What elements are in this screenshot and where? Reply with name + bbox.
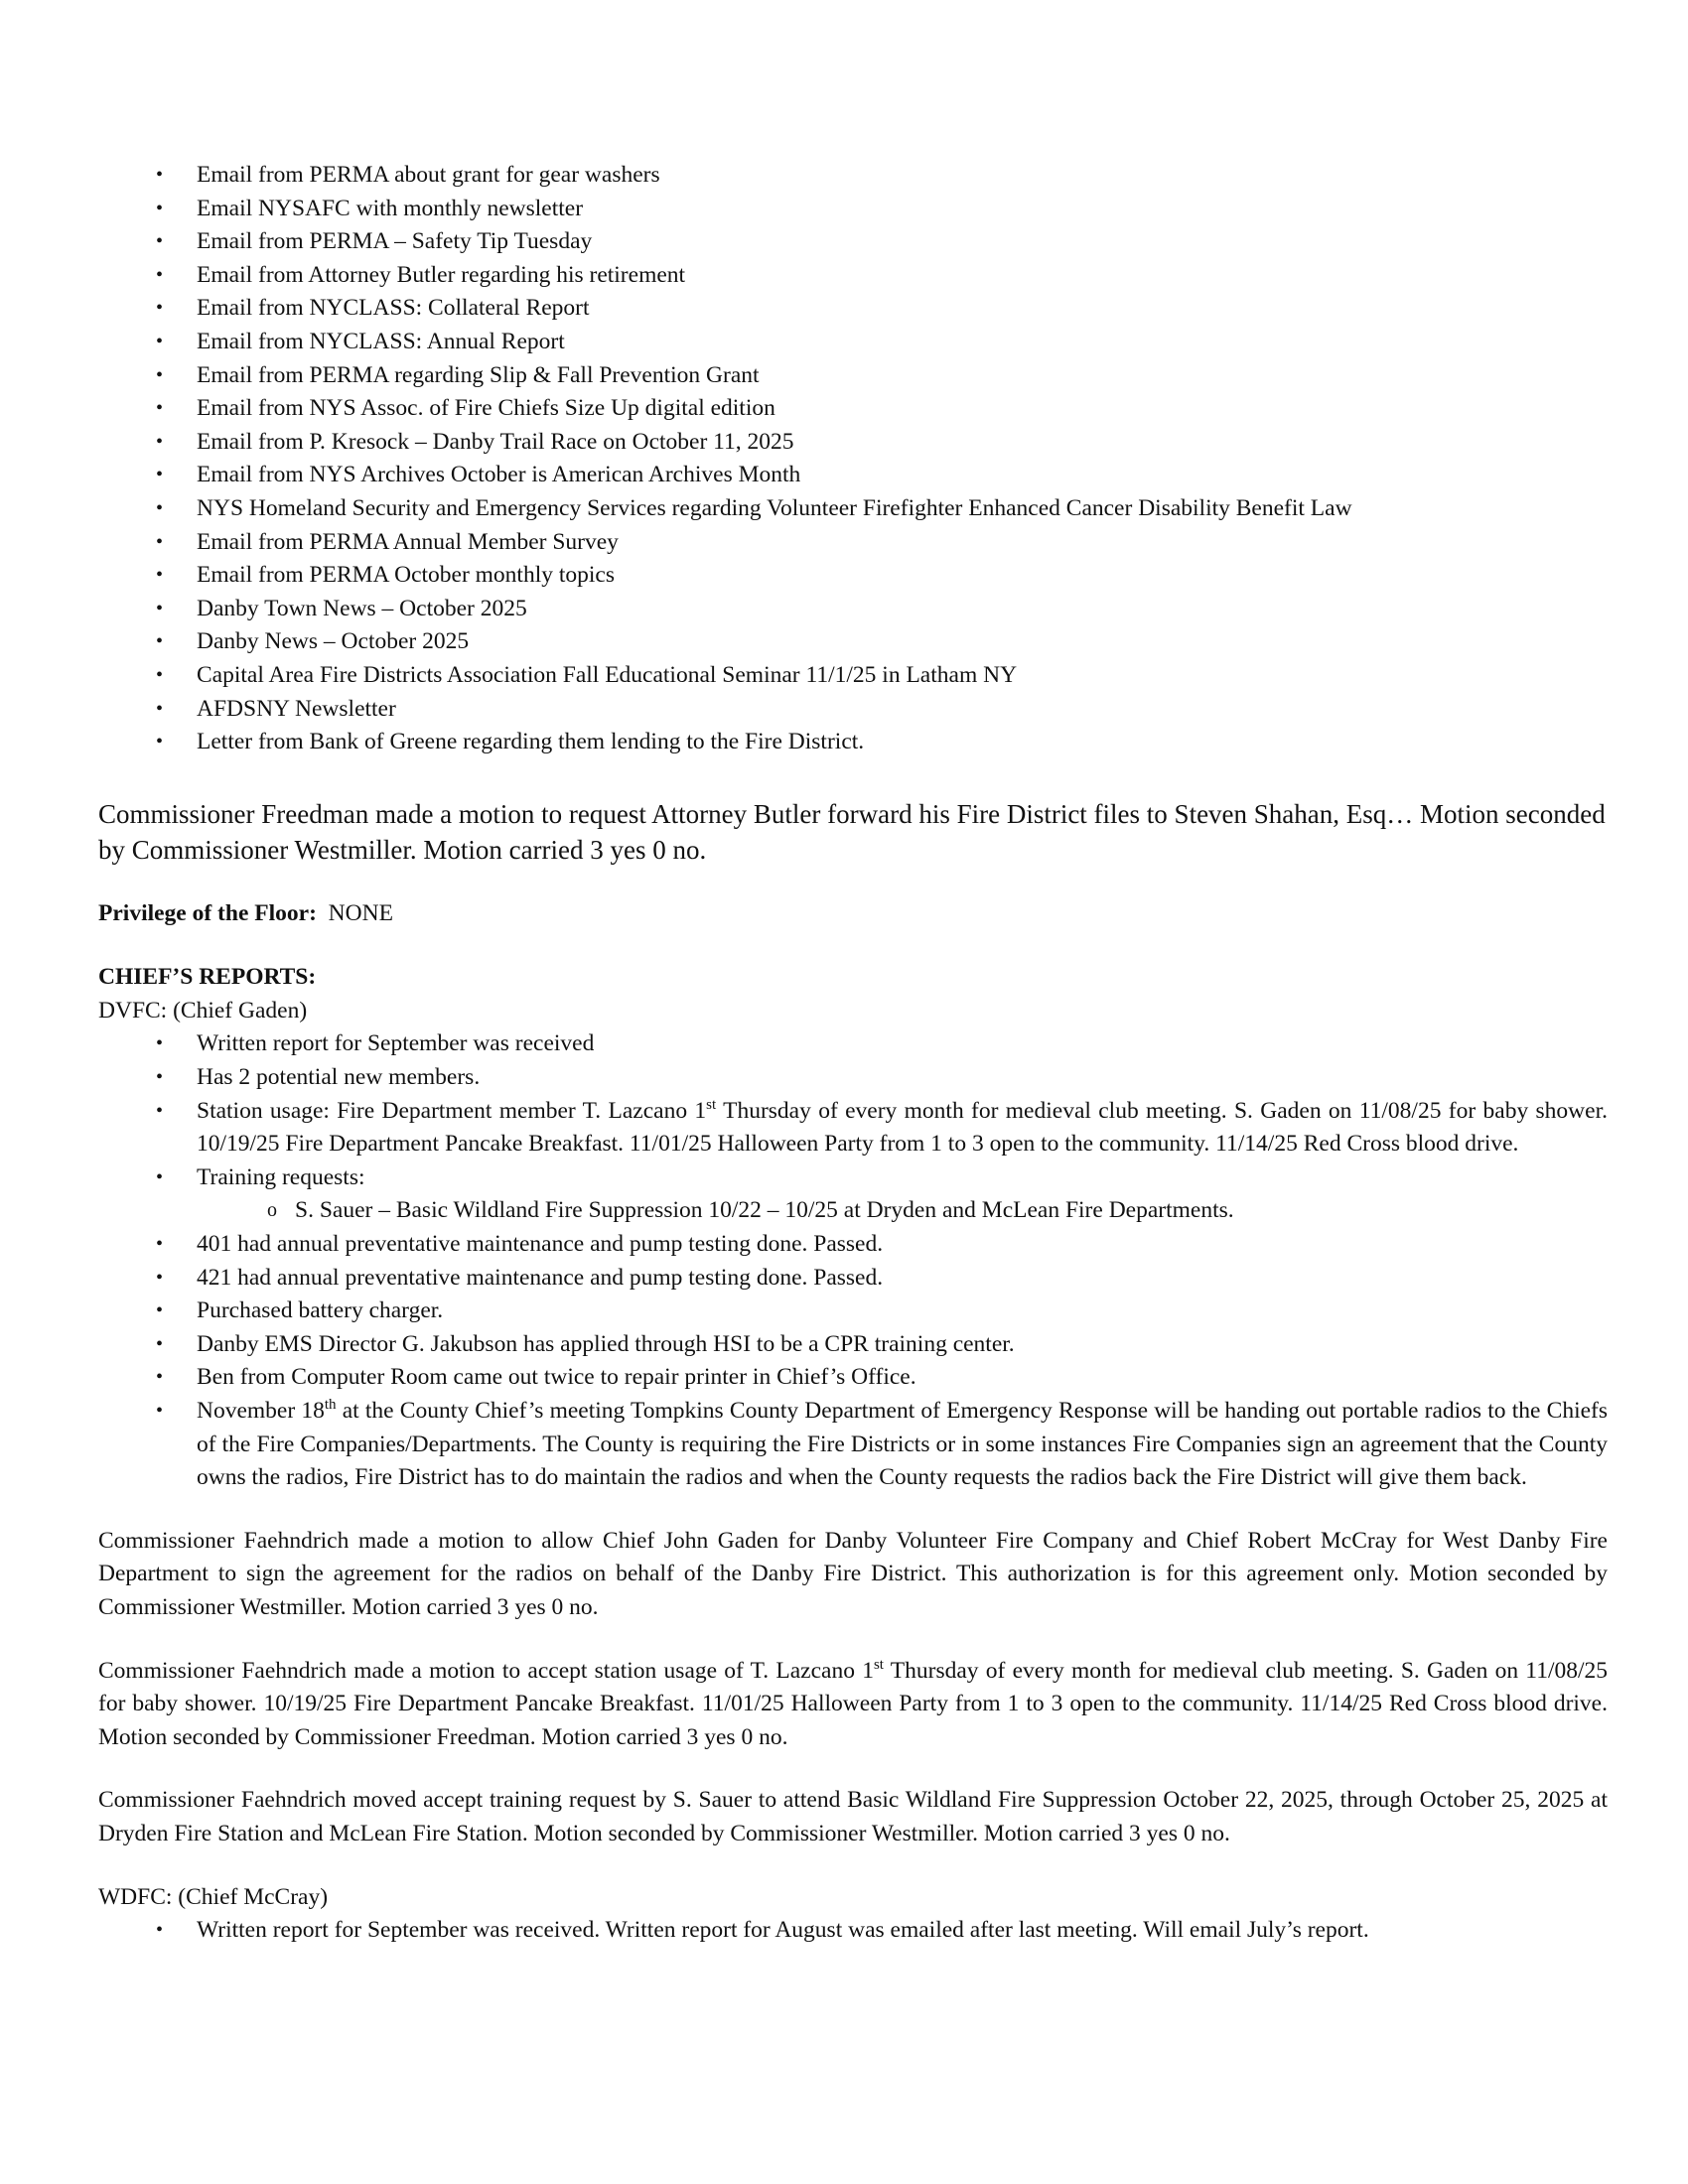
bullet-icon — [156, 1161, 163, 1195]
list-item: • Email from PERMA about grant for gear washers — [98, 159, 1608, 193]
list-item: • Email from PERMA – Safety Tip Tuesday — [98, 225, 1608, 259]
list-item: • Danby Town News – October 2025 — [98, 593, 1608, 626]
motion-radios: Commissioner Faehndrich made a motion to allow Chief John Gaden for Danby Volunteer Fire Company and Chief Robert McCray for West Danby Fire Department to sign the agreement for the radios on behalf of the Danby Fire District. This authorization is for this agreement only. Motion seconded by Commissioner Westmiller. Motion carried 3 yes 0 no. — [98, 1527, 1608, 1620]
bullet-icon — [156, 1228, 163, 1262]
bullet-icon — [156, 159, 163, 193]
list-item: • Email NYSAFC with monthly newsletter — [98, 193, 1608, 226]
bullet-icon — [156, 526, 163, 560]
correspondence-list — [98, 159, 1608, 759]
page-content — [98, 159, 1608, 1948]
list-item: • 421 had annual preventative maintenance and pump testing done. Passed. — [98, 1262, 1608, 1296]
motion-station-usage: Commissioner Faehndrich made a motion to accept station usage of T. Lazcano 1st Thursday of every month for medieval club meeting. S. Gaden on 11/08/25 for baby shower. 10/19/25 Fire Department Pancake Breakfast. 11/01/25 Halloween Party from 1 to 3 open to the community. 11/14/25 Red Cross blood drive. Motion seconded by Commissioner Freedman. Motion carried 3 yes 0 no. — [98, 1656, 1608, 1750]
bullet-icon — [156, 1262, 163, 1296]
bullet-icon — [156, 326, 163, 359]
bullet-icon — [156, 1061, 163, 1095]
motion-attorney-files: Commissioner Freedman made a motion to request Attorney Butler forward his Fire District files to Steven Shahan, Esq… Motion seconded by Commissioner Westmiller. Motion carried 3 yes 0 no. — [98, 798, 1606, 865]
list-item: • Purchased battery charger. — [98, 1295, 1608, 1328]
bullet-icon — [156, 392, 163, 426]
bullet-icon — [156, 459, 163, 492]
bullet-icon — [156, 1328, 163, 1362]
list-item: • Capital Area Fire Districts Association Fall Educational Seminar 11/1/25 in Latham NY — [98, 659, 1608, 693]
bullet-icon — [156, 359, 163, 393]
list-item: o S. Sauer – Basic Wildland Fire Suppression 10/22 – 10/25 at Dryden and McLean Fire Departments. — [98, 1194, 1608, 1228]
list-item: • Letter from Bank of Greene regarding them lending to the Fire District. — [98, 726, 1608, 759]
list-item: • Written report for September was received — [98, 1027, 1608, 1061]
bullet-icon — [156, 693, 163, 727]
dvfc-heading: DVFC: (Chief Gaden) — [98, 997, 308, 1024]
bullet-icon — [156, 225, 163, 259]
bullet-icon — [156, 1361, 163, 1395]
motion-training: Commissioner Faehndrich moved accept training request by S. Sauer to attend Basic Wildland Fire Suppression October 22, 2025, through October 25, 2025 at Dryden Fire Station and McLean Fire Station. Motion seconded by Commissioner Westmiller. Motion carried 3 yes 0 no. — [98, 1787, 1608, 1846]
list-item: • Email from PERMA regarding Slip & Fall Prevention Grant — [98, 359, 1608, 393]
sub-bullet-icon — [267, 1194, 277, 1228]
bullet-icon — [156, 1027, 163, 1061]
privilege-of-floor — [98, 897, 1608, 931]
bullet-icon — [156, 426, 163, 460]
bullet-icon — [156, 659, 163, 693]
bullet-icon — [156, 726, 163, 759]
bullet-icon — [156, 1395, 163, 1429]
training-sublist — [197, 1194, 1608, 1228]
chiefs-reports-heading: CHIEF’S REPORTS: — [98, 964, 317, 991]
bullet-icon — [156, 492, 163, 526]
bullet-icon — [156, 1914, 163, 1948]
bullet-icon — [156, 1295, 163, 1328]
list-item: • NYS Homeland Security and Emergency Services regarding Volunteer Firefighter Enhanced Cancer Disability Benefit Law — [98, 492, 1608, 526]
list-item: • Ben from Computer Room came out twice to repair printer in Chief’s Office. — [98, 1361, 1608, 1395]
wdfc-heading: WDFC: (Chief McCray) — [98, 1883, 329, 1910]
list-item: • 401 had annual preventative maintenance and pump testing done. Passed. — [98, 1228, 1608, 1262]
wdfc-report-list — [98, 1914, 1608, 1948]
list-item: • Email from P. Kresock – Danby Trail Race on October 11, 2025 — [98, 426, 1608, 460]
list-item: • Danby News – October 2025 — [98, 625, 1608, 659]
bullet-icon — [156, 593, 163, 626]
list-item: • AFDSNY Newsletter — [98, 693, 1608, 727]
list-item: • Email from NYCLASS: Collateral Report — [98, 292, 1608, 326]
dvfc-report-list — [98, 1027, 1608, 1494]
list-item: • Training requests: o S. Sauer – Basic Wildland Fire Suppression 10/22 – 10/25 at Dryden and McLean Fire Departments. — [98, 1161, 1608, 1228]
bullet-icon — [156, 625, 163, 659]
list-item: • Email from PERMA October monthly topics — [98, 559, 1608, 593]
list-item: • November 18th at the County Chief’s meeting Tompkins County Department of Emergency Response will be handing out portable radios to the Chiefs of the Fire Companies/Departments. The County is requiring the Fire Districts or in some instances Fire Companies sign an agreement that the County owns the radios, Fire District has to do maintain the radios and when the County requests the radios back the Fire District will give them back. — [98, 1395, 1608, 1495]
list-item: • Written report for September was received. Written report for August was emailed after last meeting. Will email July’s report. — [98, 1914, 1608, 1948]
privilege-label: Privilege of the Floor: — [98, 899, 317, 926]
bullet-icon — [156, 1095, 163, 1129]
list-item: • Email from NYS Archives October is American Archives Month — [98, 459, 1608, 492]
list-item: • Email from NYCLASS: Annual Report — [98, 326, 1608, 359]
list-item: • Danby EMS Director G. Jakubson has applied through HSI to be a CPR training center. — [98, 1328, 1608, 1362]
privilege-value: NONE — [328, 899, 393, 926]
list-item: • Email from Attorney Butler regarding his retirement — [98, 259, 1608, 293]
list-item: • Has 2 potential new members. — [98, 1061, 1608, 1095]
list-item: • Station usage: Fire Department member T. Lazcano 1st Thursday of every month for medieval club meeting. S. Gaden on 11/08/25 for baby shower. 10/19/25 Fire Department Pancake Breakfast. 11/01/25 Halloween Party from 1 to 3 open to the community. 11/14/25 Red Cross blood drive. — [98, 1095, 1608, 1161]
bullet-icon — [156, 559, 163, 593]
list-item: • Email from NYS Assoc. of Fire Chiefs Size Up digital edition — [98, 392, 1608, 426]
list-item: • Email from PERMA Annual Member Survey — [98, 526, 1608, 560]
bullet-icon — [156, 259, 163, 293]
bullet-icon — [156, 193, 163, 226]
bullet-icon — [156, 292, 163, 326]
